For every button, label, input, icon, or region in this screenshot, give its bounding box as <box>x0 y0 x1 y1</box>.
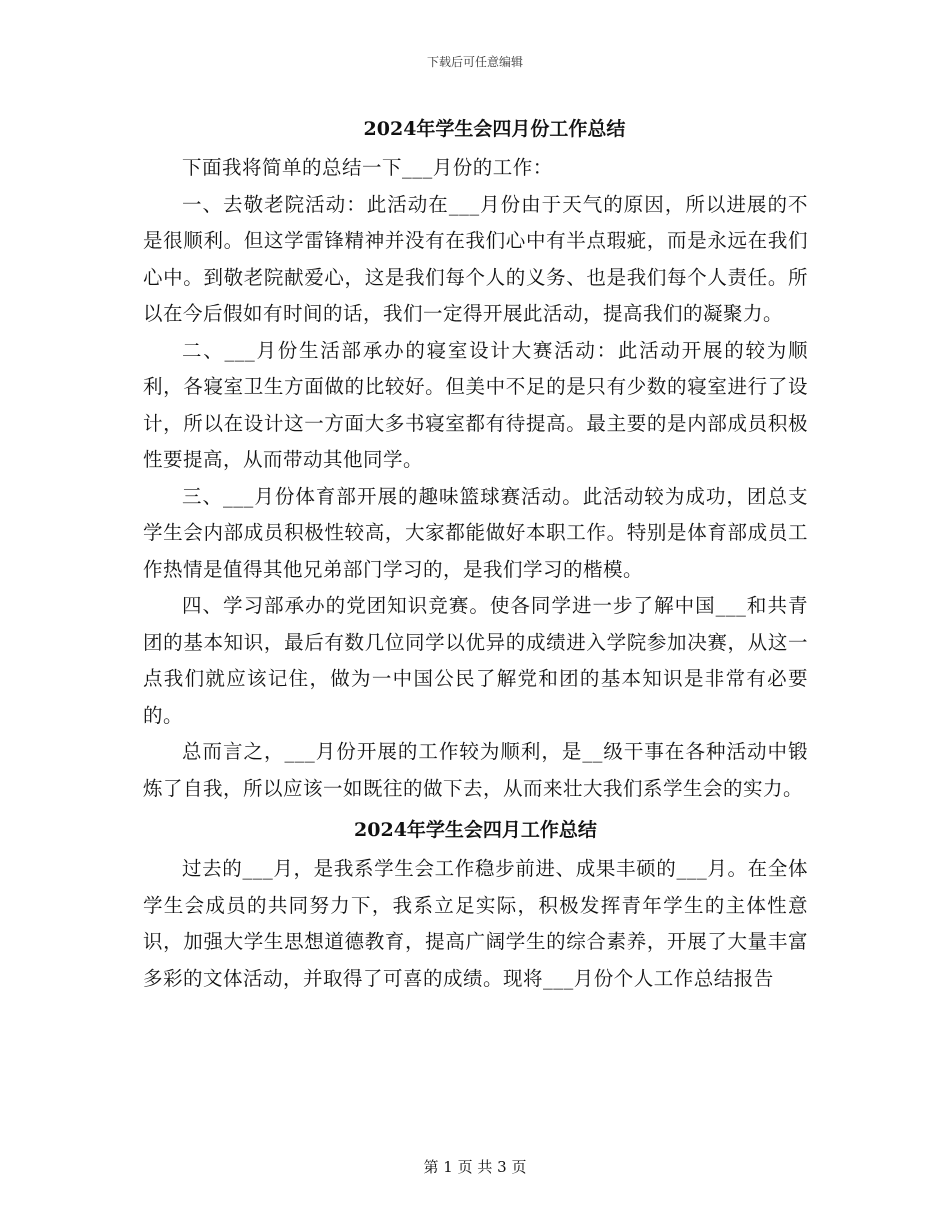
section-1-title: 2024年学生会四月份工作总结 <box>363 118 626 140</box>
paragraph: 四、学习部承办的党团知识竞赛。使各同学进一步了解中国___和共青团的基本知识，最后有数几位同学以优异的成绩进入学院参加决赛，从这一点我们就应该记住，做为一中国公民了解党和团的基本知识是非常有必要的。 <box>143 594 808 727</box>
page-number: 第 1 页 共 3 页 <box>423 1158 527 1176</box>
paragraph: 三、___月份体育部开展的趣味篮球赛活动。此活动较为成功，团总支学生会内部成员积极性较高，大家都能做好本职工作。特别是体育部成员工作热情是值得其他兄弟部门学习的，是我们学习的楷模。 <box>143 484 808 581</box>
paragraph: 总而言之，___月份开展的工作较为顺利，是__级干事在各种活动中锻炼了自我，所以应该一如既往的做下去，从而来壮大我们系学生会的实力。 <box>143 740 808 800</box>
document-body <box>143 112 808 997</box>
paragraph: 下面我将简单的总结一下___月份的工作： <box>182 156 553 179</box>
header-note: 下载后可任意编辑 <box>426 55 523 69</box>
paragraph: 二、___月份生活部承办的寝室设计大赛活动：此活动开展的较为顺利，各寝室卫生方面做的比较好。但美中不足的是只有少数的寝室进行了设计，所以在设计这一方面大多书寝室都有待提高。最主要的是内部成员积极性要提高，从而带动其他同学。 <box>143 338 808 471</box>
paragraph: 一、去敬老院活动：此活动在___月份由于天气的原因，所以进展的不是很顺利。但这学雷锋精神并没有在我们心中有半点瑕疵，而是永远在我们心中。到敬老院献爱心，这是我们每个人的义务、也是我们每个人责任。所以在今后假如有时间的话，我们一定得开展此活动，提高我们的凝聚力。 <box>143 192 808 325</box>
section-2-title: 2024年学生会四月工作总结 <box>354 819 597 841</box>
paragraph: 过去的___月，是我系学生会工作稳步前进、成果丰硕的___月。在全体学生会成员的共同努力下，我系立足实际，积极发挥青年学生的主体性意识，加强大学生思想道德教育，提高广阔学生的综合素养，开展了大量丰富多彩的文体活动，并取得了可喜的成绩。现将___月份个人工作总结报告 <box>143 857 808 990</box>
